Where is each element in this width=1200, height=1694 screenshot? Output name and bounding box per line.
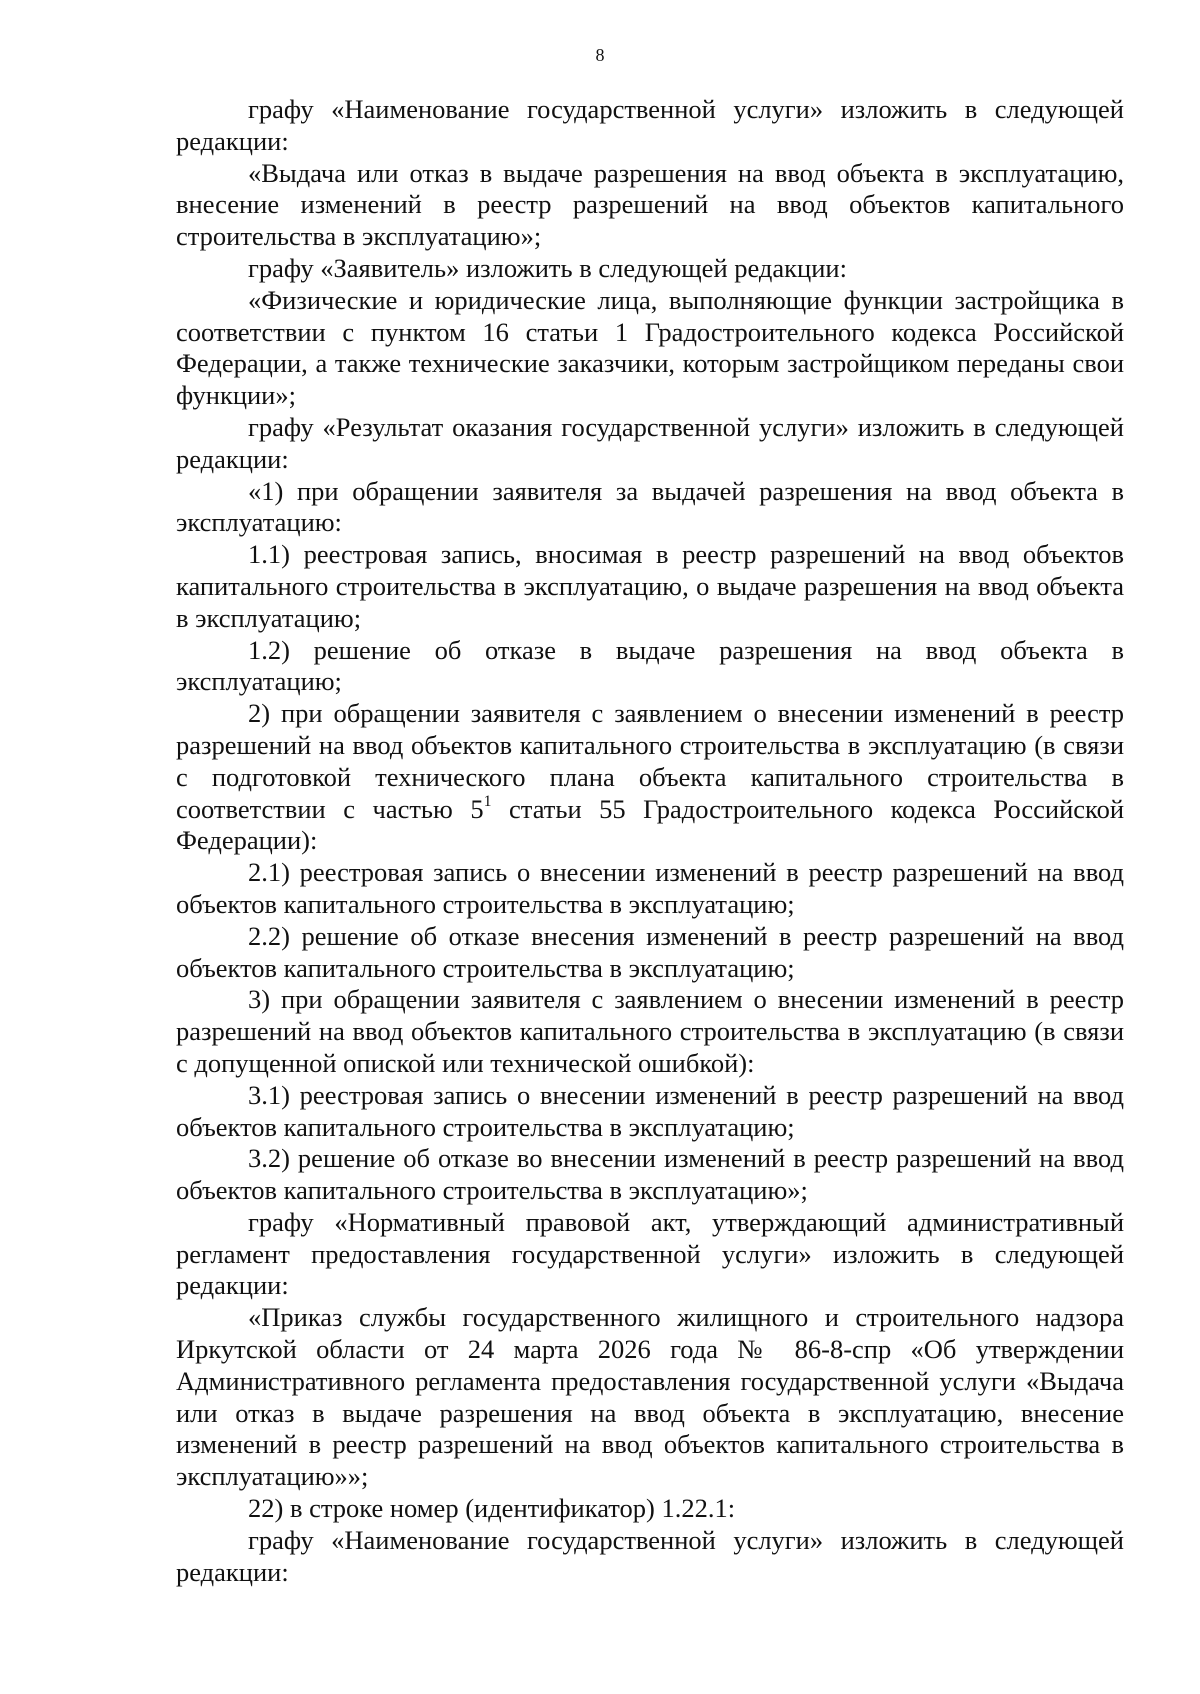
paragraph: «Выдача или отказ в выдаче разрешения на ввод объекта в эксплуатацию, внесение изменений в реестр разрешений на ввод объектов капитального строительства в эксплуатацию»; xyxy=(176,157,1124,252)
paragraph: 1.2) решение об отказе в выдаче разрешения на ввод объекта в эксплуатацию; xyxy=(176,634,1124,697)
paragraph: графу «Результат оказания государственной услуги» изложить в следующей редакции: xyxy=(176,411,1124,474)
superscript: 1 xyxy=(483,792,492,810)
paragraph: 2.2) решение об отказе внесения изменений в реестр разрешений на ввод объектов капитального строительства в эксплуатацию; xyxy=(176,920,1124,983)
paragraph-text: 2) при обращении заявителя с заявлением о внесении изменений в реестр разрешений на ввод объектов капитального строительства в эксплуатацию (в связи с подготовкой технического плана объекта капитального строительства в соответствии с частью 5 xyxy=(176,698,1124,824)
page-number: 8 xyxy=(595,45,605,65)
paragraph: графу «Наименование государственной услуги» изложить в следующей редакции: xyxy=(176,94,1124,156)
paragraph-text: статьи 55 Градостроительного кодекса Российской Федерации): xyxy=(176,793,1124,856)
document-body xyxy=(176,94,1124,1588)
paragraph: графу «Заявитель» изложить в следующей редакции: xyxy=(248,252,847,283)
paragraph: 3.1) реестровая запись о внесении изменений в реестр разрешений на ввод объектов капитального строительства в эксплуатацию; xyxy=(176,1079,1124,1142)
paragraph: «Приказ службы государственного жилищного и строительного надзора Иркутской области от 24 марта 2026 года № 86-8-спр «Об утверждении Административного регламента предоставления государственной услуги «Выдача или отказ в выдаче разрешения на ввод объекта в эксплуатацию, внесение изменений в реестр разрешений на ввод объектов капитального строительства в эксплуатацию»»; xyxy=(176,1302,1124,1492)
paragraph: 3) при обращении заявителя с заявлением о внесении изменений в реестр разрешений на ввод объектов капитального строительства в эксплуатацию (в связи с допущенной опиской или технической ошибкой): xyxy=(176,984,1124,1078)
paragraph: 22) в строке номер (идентификатор) 1.22.1: xyxy=(248,1493,736,1524)
paragraph-with-superscript xyxy=(176,698,1124,857)
paragraph: 1.1) реестровая запись, вносимая в реестр разрешений на ввод объектов капитального строительства в эксплуатацию, о выдаче разрешения на ввод объекта в эксплуатацию; xyxy=(176,539,1124,633)
paragraph: «Физические и юридические лица, выполняющие функции застройщика в соответствии с пунктом 16 статьи 1 Градостроительного кодекса Российской Федерации, а также технические заказчики, которым застройщиком переданы свои функции»; xyxy=(176,284,1124,411)
paragraph: графу «Нормативный правовой акт, утверждающий административный регламент предоставления государственной услуги» изложить в следующей редакции: xyxy=(176,1206,1124,1301)
paragraph: графу «Наименование государственной услуги» изложить в следующей редакции: xyxy=(176,1524,1124,1587)
paragraph: 3.2) решение об отказе во внесении изменений в реестр разрешений на ввод объектов капитального строительства в эксплуатацию»; xyxy=(176,1143,1124,1206)
paragraph: «1) при обращении заявителя за выдачей разрешения на ввод объекта в эксплуатацию: xyxy=(176,475,1124,538)
paragraph: 2.1) реестровая запись о внесении изменений в реестр разрешений на ввод объектов капитального строительства в эксплуатацию; xyxy=(176,857,1124,919)
